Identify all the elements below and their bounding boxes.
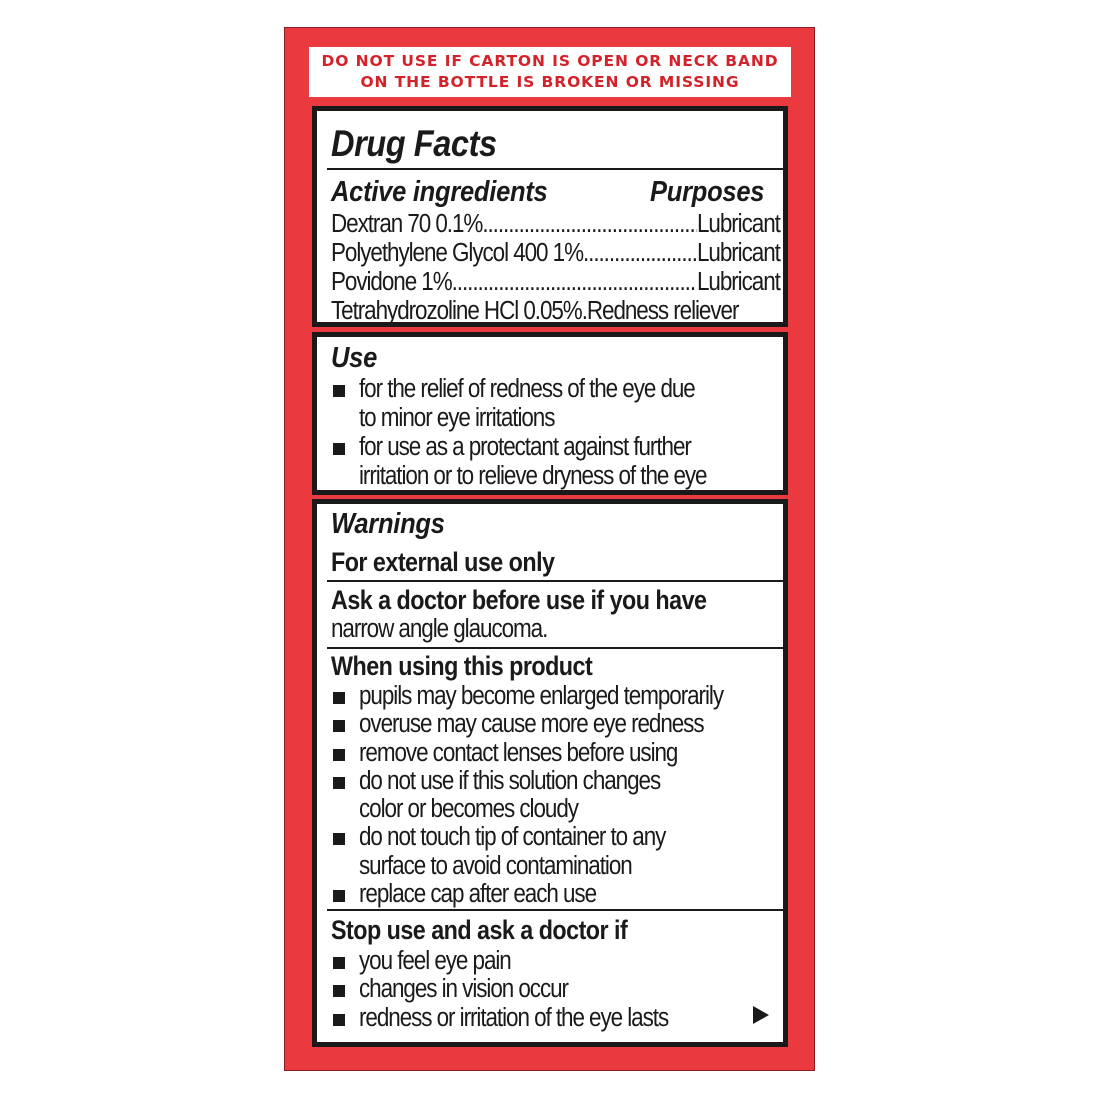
ingredient-purpose: Lubricant <box>696 210 780 238</box>
list-item: for use as a protectant against further irritation or to relieve dryness of the eye <box>331 433 899 491</box>
section-divider <box>327 909 783 911</box>
active-ingredients-heading: Active ingredients <box>331 176 548 208</box>
purposes-heading: Purposes <box>650 176 765 208</box>
list-item: redness or irritation of the eye lasts <box>331 1004 899 1032</box>
section-divider <box>327 647 783 649</box>
warnings-box <box>312 499 788 1047</box>
list-item: overuse may cause more eye redness <box>331 710 899 738</box>
continue-arrow-icon <box>753 1006 769 1024</box>
title-divider <box>327 168 783 170</box>
ingredient-name: Povidone 1% <box>331 268 452 296</box>
list-item: do not touch tip of container to any surface to avoid contamination <box>331 823 899 880</box>
stop-use-list <box>331 947 899 1032</box>
ingredient-name: Tetrahydrozoline HCl 0.05%. <box>331 297 587 325</box>
list-item: changes in vision occur <box>331 975 899 1003</box>
ingredient-purpose: Lubricant <box>696 239 780 267</box>
leader-dots <box>482 210 697 239</box>
use-list <box>331 375 899 491</box>
list-item: pupils may become enlarged temporarily <box>331 682 899 710</box>
drug-facts-title: Drug Facts <box>331 123 497 164</box>
when-using-heading: When using this product <box>331 651 593 681</box>
section-divider <box>327 580 783 582</box>
list-item: you feel eye pain <box>331 947 899 975</box>
use-heading: Use <box>331 342 378 374</box>
active-ingredients-box <box>312 106 788 327</box>
ask-doctor-text: narrow angle glaucoma. <box>331 615 548 643</box>
list-item: replace cap after each use <box>331 880 899 908</box>
list-item: do not use if this solution changes color or becomes cloudy <box>331 767 899 824</box>
ingredient-purpose: Redness reliever <box>586 297 739 325</box>
ingredient-row <box>331 268 780 297</box>
when-using-list <box>331 682 899 908</box>
ingredient-row <box>331 210 780 239</box>
ingredient-row <box>331 297 780 326</box>
ingredient-purpose: Lubricant <box>696 268 780 296</box>
list-item: remove contact lenses before using <box>331 739 899 767</box>
stop-use-heading: Stop use and ask a doctor if <box>331 915 628 945</box>
ingredient-name: Polyethylene Glycol 400 1% <box>331 239 583 267</box>
ask-doctor-heading: Ask a doctor before use if you have <box>331 585 707 615</box>
drug-facts-panel <box>284 27 815 1071</box>
leader-dots <box>452 268 697 297</box>
ingredient-row <box>331 239 780 268</box>
warnings-heading: Warnings <box>331 508 445 540</box>
tamper-warning-banner: DO NOT USE IF CARTON IS OPEN OR NECK BAND ON THE BOTTLE IS BROKEN OR MISSING <box>309 47 791 97</box>
external-use-heading: For external use only <box>331 547 555 577</box>
leader-dots <box>583 239 697 268</box>
list-item: for the relief of redness of the eye due to minor eye irritations <box>331 375 899 433</box>
ingredient-name: Dextran 70 0.1% <box>331 210 483 238</box>
use-box <box>312 332 788 495</box>
